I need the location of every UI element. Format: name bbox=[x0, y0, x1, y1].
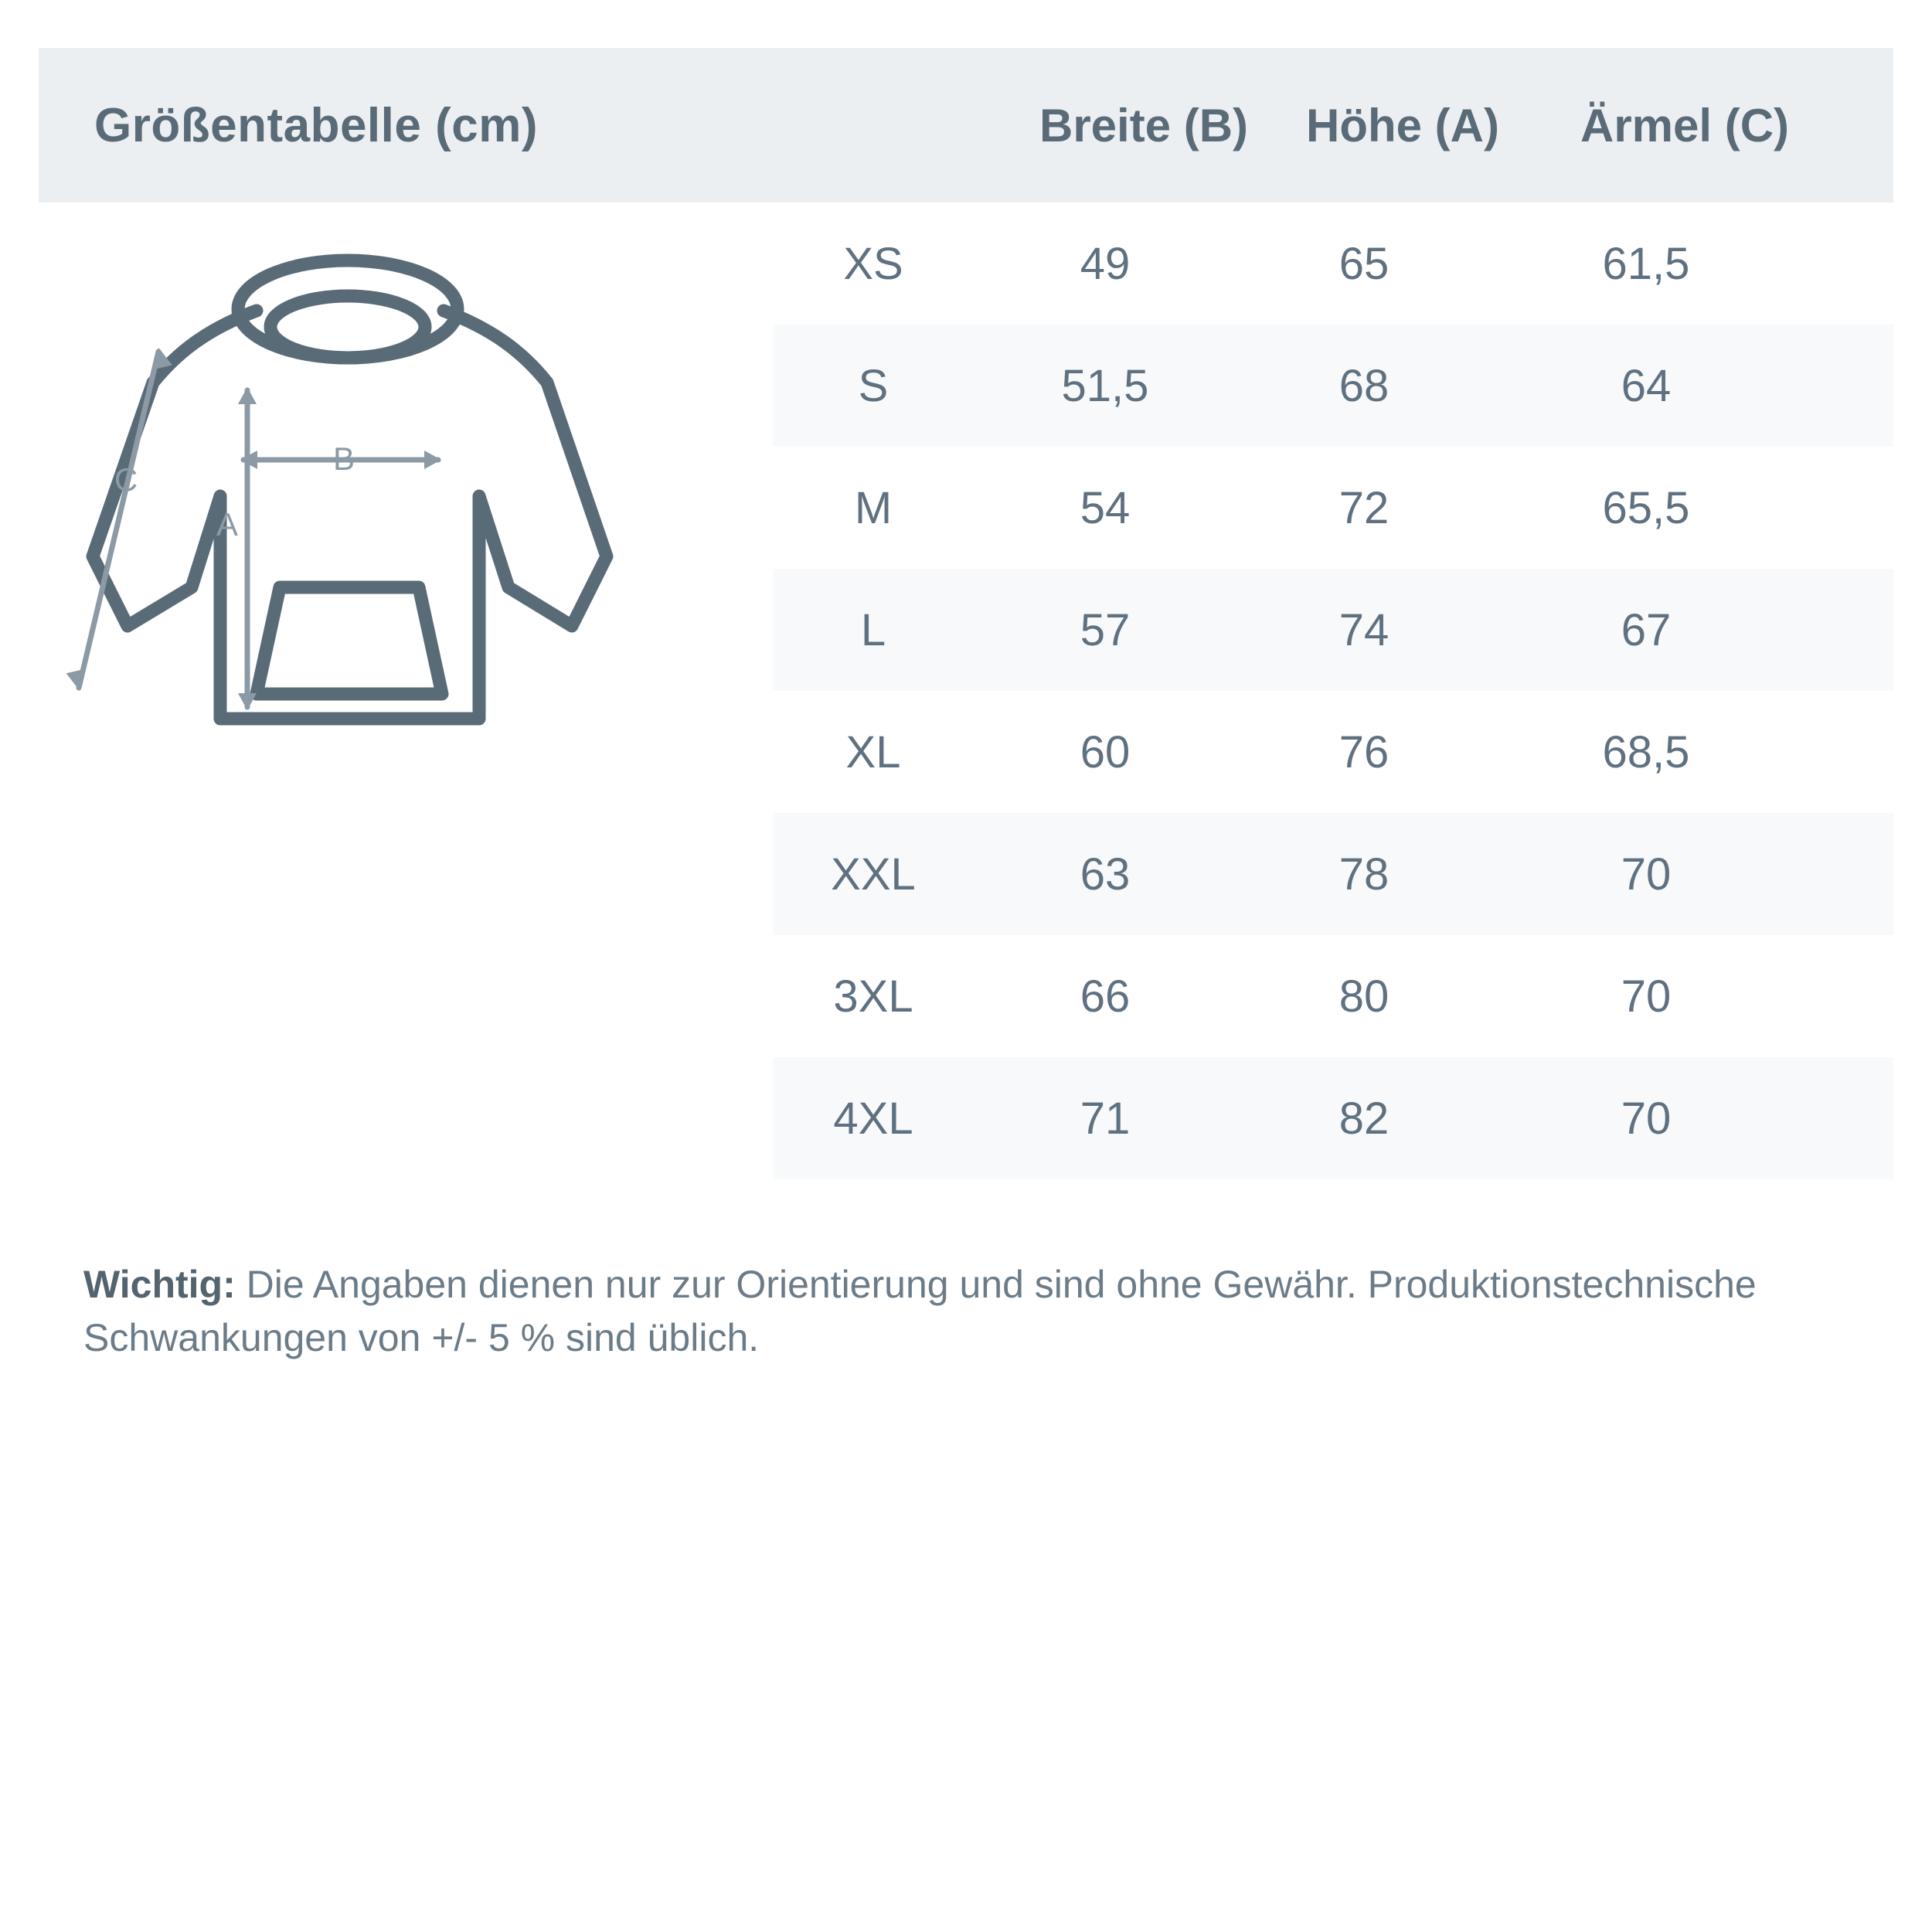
cell-size: XL bbox=[845, 726, 901, 777]
cell-height: 78 bbox=[1338, 849, 1389, 900]
table-row bbox=[773, 569, 1893, 691]
cell-sleeve: 61,5 bbox=[1602, 238, 1690, 289]
table-row bbox=[773, 691, 1893, 813]
disclaimer-note bbox=[83, 1258, 1876, 1365]
cell-height: 65 bbox=[1338, 238, 1389, 289]
disclaimer-text: Die Angaben dienen nur zur Orientierung und sind ohne Gewähr. Produktionstechnische Schwankungen von +/- 5 % sind üblich. bbox=[83, 1263, 1757, 1359]
label-width: B bbox=[332, 440, 355, 477]
column-header-height: Höhe (A) bbox=[1306, 99, 1499, 151]
column-headers bbox=[811, 48, 1893, 202]
cell-width: 51,5 bbox=[1061, 360, 1149, 411]
column-header-sleeve: Ärmel (C) bbox=[1580, 99, 1790, 151]
cell-width: 63 bbox=[1080, 849, 1131, 900]
cell-size: 4XL bbox=[833, 1093, 913, 1144]
cell-sleeve: 68,5 bbox=[1602, 726, 1690, 777]
table-row bbox=[773, 813, 1893, 935]
table-row bbox=[773, 935, 1893, 1057]
table-row bbox=[773, 202, 1893, 325]
cell-size: 3XL bbox=[833, 971, 913, 1022]
cell-height: 68 bbox=[1338, 360, 1389, 411]
cell-sleeve: 65,5 bbox=[1602, 482, 1690, 533]
cell-sleeve: 64 bbox=[1621, 360, 1672, 411]
cell-size: XXL bbox=[831, 849, 916, 900]
disclaimer-label: Wichtig: bbox=[83, 1263, 236, 1306]
cell-sleeve: 67 bbox=[1621, 604, 1672, 655]
label-sleeve: C bbox=[114, 461, 138, 498]
chart-header bbox=[39, 48, 1893, 202]
hoodie-measurement-diagram bbox=[62, 224, 757, 842]
cell-sleeve: 70 bbox=[1621, 1093, 1672, 1144]
cell-size: L bbox=[860, 604, 886, 655]
cell-size: XS bbox=[843, 238, 903, 289]
cell-width: 57 bbox=[1080, 604, 1131, 655]
table-row bbox=[773, 447, 1893, 569]
cell-height: 82 bbox=[1338, 1093, 1389, 1144]
size-table bbox=[773, 202, 1893, 1179]
cell-size: S bbox=[858, 360, 889, 411]
label-height: A bbox=[216, 506, 239, 543]
cell-size: M bbox=[854, 482, 893, 533]
cell-sleeve: 70 bbox=[1621, 849, 1672, 900]
cell-width: 60 bbox=[1080, 726, 1131, 777]
page-title: Größentabelle (cm) bbox=[94, 98, 538, 152]
table-row bbox=[773, 1057, 1893, 1179]
cell-height: 72 bbox=[1338, 482, 1389, 533]
cell-width: 54 bbox=[1080, 482, 1131, 533]
cell-height: 76 bbox=[1338, 726, 1389, 777]
cell-width: 49 bbox=[1080, 238, 1131, 289]
cell-width: 66 bbox=[1080, 971, 1131, 1022]
cell-height: 80 bbox=[1338, 971, 1389, 1022]
cell-sleeve: 70 bbox=[1621, 971, 1672, 1022]
cell-height: 74 bbox=[1338, 604, 1389, 655]
table-row bbox=[773, 325, 1893, 447]
column-header-width: Breite (B) bbox=[1039, 99, 1249, 151]
cell-width: 71 bbox=[1080, 1093, 1131, 1144]
